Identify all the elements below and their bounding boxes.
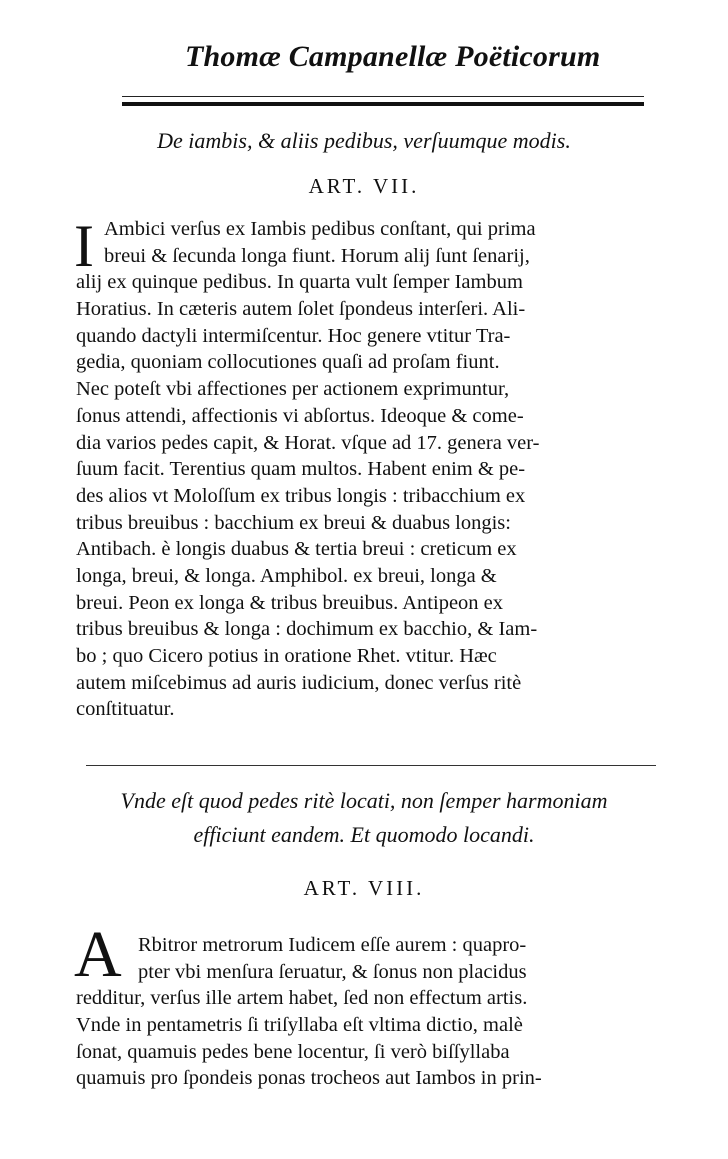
text-line: ſonus attendi, affectionis vi abſortus. Ideoque & come-: [76, 404, 524, 427]
text-line: pter vbi menſura ſeruatur, & ſonus non placidus: [138, 960, 527, 983]
text-line: quando dactyli intermiſcentur. Hoc genere vtitur Tra-: [76, 324, 511, 347]
text-line: redditur, verſus ille artem habet, ſed non effectum artis.: [76, 987, 528, 1010]
text-line: des alios vt Moloſſum ex tribus longis : tribacchium ex: [76, 484, 526, 507]
section-7-heading: De iambis, & aliis pedibus, verſuumque modis.: [157, 128, 571, 153]
text-line: alij ex quinque pedibus. In quarta vult ſemper Iambum: [76, 271, 523, 294]
text-line: autem miſcebimus ad auris iudicium, donec verſus ritè: [76, 671, 522, 694]
text-line: Horatius. In cæteris autem ſolet ſpondeus interſeri. Ali-: [76, 298, 526, 321]
text-line: dia varios pedes capit, & Horat. vſque ad 17. genera ver-: [76, 431, 540, 454]
section-7-dropcap: I: [74, 213, 94, 279]
section-divider: [86, 765, 656, 766]
text-line: breui. Peon ex longa & tribus breuibus. Antipeon ex: [76, 591, 504, 614]
text-line: Vnde in pentametris ſi triſyllaba eſt vltima dictio, malè: [76, 1014, 523, 1037]
text-line: Antibach. è longis duabus & tertia breui : creticum ex: [76, 538, 517, 561]
text-line: tribus breuibus : bacchium ex breui & duabus longis:: [76, 511, 511, 534]
header-rule: [122, 102, 644, 106]
text-line: Rbitror metrorum Iudicem eſſe aurem : quapro-: [138, 934, 527, 956]
text-line: longa, breui, & longa. Amphibol. ex breui, longa &: [76, 564, 497, 587]
text-line: Nec poteſt vbi affectiones per actionem exprimuntur,: [76, 378, 510, 401]
text-line: gedia, quoniam collocutiones quaſi ad proſam fiunt.: [76, 351, 500, 374]
section-8-body: [76, 932, 666, 1092]
header-rule-thin: [122, 96, 644, 97]
text-line: tribus breuibus & longa : dochimum ex bacchio, & Iam-: [76, 618, 538, 641]
section-8-heading-line-1: Vnde eſt quod pedes ritè locati, non ſemper harmoniam: [120, 788, 608, 813]
text-line: conſtituatur.: [76, 698, 175, 721]
running-head: Thomæ Campanellæ Poëticorum: [185, 40, 601, 73]
text-line: quamuis pro ſpondeis ponas trocheos aut Iambos in prin-: [76, 1067, 542, 1090]
text-line: Ambici verſus ex Iambis pedibus conſtant, qui prima: [104, 218, 536, 240]
section-7-body: [74, 213, 666, 723]
text-line: ſuum facit. Terentius quam multos. Habent enim & pe-: [76, 458, 526, 481]
section-7-article-number: ART. VII.: [308, 174, 420, 198]
text-line: bo ; quo Cicero potius in oratione Rhet. vtitur. Hæc: [76, 645, 497, 667]
text-line: breui & ſecunda longa fiunt. Horum alij ſunt ſenarij,: [104, 244, 530, 267]
text-line: ſonat, quamuis pedes bene locentur, ſi verò biſſyllaba: [76, 1040, 510, 1063]
section-8-article-number: ART. VIII.: [303, 876, 425, 900]
section-8-dropcap: A: [74, 918, 122, 991]
section-8-heading-line-2: efficiunt eandem. Et quomodo locandi.: [193, 822, 535, 847]
